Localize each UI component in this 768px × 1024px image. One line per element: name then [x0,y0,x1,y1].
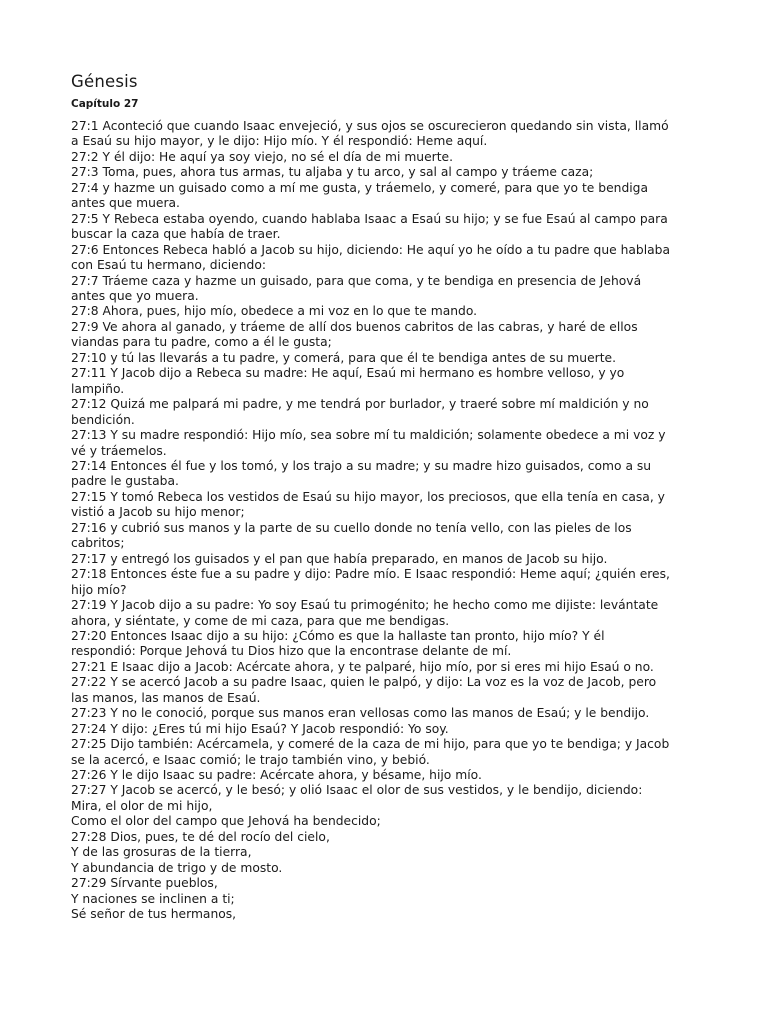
text-line: 27:27 Y Jacob se acercó, y le besó; y olió Isaac el olor de sus vestidos, y le bendijo, diciendo: [71,783,643,798]
text-line: 27:4 y hazme un guisado como a mí me gusta, y tráemelo, y comeré, para que yo te bendiga [71,180,649,195]
text-line: 27:13 Y su madre respondió: Hijo mío, sea sobre mí tu maldición; solamente obedece a mi voz y [71,428,666,443]
text-line: lampiño. [71,381,125,396]
text-line: 27:18 Entonces éste fue a su padre y dijo: Padre mío. E Isaac respondió: Heme aquí; ¿quién eres, [71,567,670,582]
text-line: 27:6 Entonces Rebeca habló a Jacob su hijo, diciendo: He aquí yo he oído a tu padre que hablaba [71,242,671,257]
text-line: 27:8 Ahora, pues, hijo mío, obedece a mi voz en lo que te mando. [71,304,478,319]
text-line: 27:17 y entregó los guisados y el pan que había preparado, en manos de Jacob su hijo. [71,551,608,566]
text-line: viandas para tu padre, como a él le gusta; [71,335,332,350]
text-line: 27:9 Ve ahora al ganado, y tráeme de allí dos buenos cabritos de las cabras, y haré de ellos [71,319,638,334]
text-line: 27:20 Entonces Isaac dijo a su hijo: ¿Cómo es que la hallaste tan pronto, hijo mío? Y él [71,628,605,643]
text-line: las manos, las manos de Esaú. [71,690,261,705]
text-line: 27:25 Dijo también: Acércamela, y comeré de la caza de mi hijo, para que yo te bendiga; y Jacob [71,737,670,752]
text-line: padre le gustaba. [71,474,179,489]
text-line: 27:19 Y Jacob dijo a su padre: Yo soy Esaú tu primogénito; he hecho como me dijiste: levántate [71,598,659,613]
text-line: 27:23 Y no le conoció, porque sus manos eran vellosas como las manos de Esaú; y le bendijo. [71,706,650,721]
text-line: vé y tráemelos. [71,443,167,458]
text-line: 27:3 Toma, pues, ahora tus armas, tu aljaba y tu arco, y sal al campo y tráeme caza; [71,165,594,180]
text-line: se la acercó, e Isaac comió; le trajo también vino, y bebió. [71,752,430,767]
text-line: antes que yo muera. [71,288,199,303]
text-line: 27:12 Quizá me palpará mi padre, y me tendrá por burlador, y traeré sobre mí maldición y no [71,397,649,412]
text-line: 27:24 Y dijo: ¿Eres tú mi hijo Esaú? Y Jacob respondió: Yo soy. [71,721,449,736]
text-line: 27:22 Y se acercó Jacob a su padre Isaac, quien le palpó, y dijo: La voz es la voz de Jacob, pero [71,675,657,690]
text-line: Y naciones se inclinen a ti; [71,891,235,906]
text-line: 27:10 y tú las llevarás a tu padre, y comerá, para que él te bendiga antes de su muerte. [71,350,616,365]
text-line: bendición. [71,412,135,427]
text-line: a Esaú su hijo mayor, y le dijo: Hijo mío. Y él respondió: Heme aquí. [71,134,488,149]
text-line: Sé señor de tus hermanos, [71,907,237,922]
text-line: vistió a Jacob su hijo menor; [71,505,245,520]
chapter-heading: Capítulo 27 [71,98,139,110]
text-line: 27:21 E Isaac dijo a Jacob: Acércate ahora, y te palparé, hijo mío, por si eres mi hijo Esaú o no. [71,659,654,674]
text-line: 27:7 Tráeme caza y hazme un guisado, para que coma, y te bendiga en presencia de Jehová [71,273,642,288]
text-line: 27:26 Y le dijo Isaac su padre: Acércate ahora, y bésame, hijo mío. [71,768,482,783]
text-line: respondió: Porque Jehová tu Dios hizo que la encontrase delante de mí. [71,644,512,659]
text-line: 27:1 Aconteció que cuando Isaac envejeció, y sus ojos se oscurecieron quedando sin vista, llamó [71,119,669,133]
text-line: 27:11 Y Jacob dijo a Rebeca su madre: He aquí, Esaú mi hermano es hombre velloso, y yo [71,366,625,381]
chapter-body [71,119,711,923]
text-line: cabritos; [71,536,125,551]
text-line: buscar la caza que había de traer. [71,227,281,242]
text-line: Y de las grosuras de la tierra, [71,845,252,860]
text-line: con Esaú tu hermano, diciendo: [71,258,267,273]
text-line: 27:29 Sírvante pueblos, [71,876,218,891]
text-line: Mira, el olor de mi hijo, [71,798,213,813]
text-line: Como el olor del campo que Jehová ha bendecido; [71,814,381,829]
text-line: hijo mío? [71,582,127,597]
text-line: 27:15 Y tomó Rebeca los vestidos de Esaú su hijo mayor, los preciosos, que ella tenía en casa, y [71,489,665,504]
book-title: Génesis [71,72,138,91]
text-line: 27:2 Y él dijo: He aquí ya soy viejo, no sé el día de mi muerte. [71,149,454,164]
text-line: 27:16 y cubrió sus manos y la parte de su cuello donde no tenía vello, con las pieles de los [71,520,632,535]
text-line: 27:14 Entonces él fue y los tomó, y los trajo a su madre; y su madre hizo guisados, como a su [71,458,652,473]
text-line: antes que muera. [71,196,180,211]
text-line: 27:28 Dios, pues, te dé del rocío del cielo, [71,829,330,844]
text-line: ahora, y siéntate, y come de mi caza, para que me bendigas. [71,613,450,628]
text-line: Y abundancia de trigo y de mosto. [71,860,283,875]
text-line: 27:5 Y Rebeca estaba oyendo, cuando hablaba Isaac a Esaú su hijo; y se fue Esaú al campo para [71,211,668,226]
